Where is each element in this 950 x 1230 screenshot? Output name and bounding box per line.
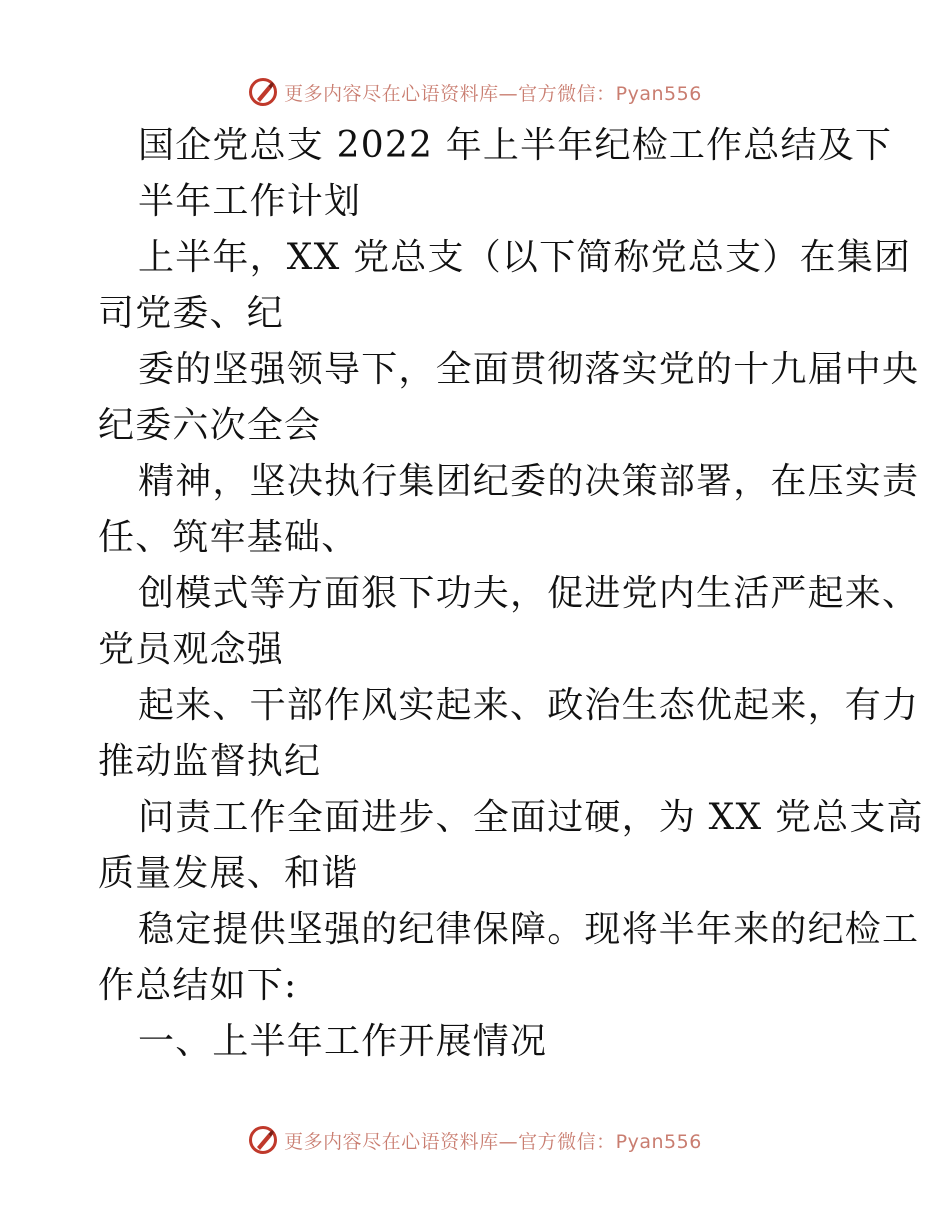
document-line: 任、筑牢基础、 (98, 517, 359, 558)
document-line: 精神，坚决执行集团纪委的决策部署，在压实责 (138, 461, 920, 502)
document-line: 国企党总支 2022 年上半年纪检工作总结及下 (138, 125, 893, 166)
pen-nib-logo-icon (248, 77, 278, 107)
document-line: 作总结如下: (98, 965, 298, 1006)
document-line: 半年工作计划 (138, 181, 362, 222)
document-line: 司党委、纪 (98, 293, 285, 334)
document-line: 纪委六次全会 (98, 405, 322, 446)
pen-nib-logo-icon (248, 1125, 278, 1155)
banner-text: 更多内容尽在心语资料库—官方微信：Pyan556 (284, 1130, 702, 1153)
document-line: 质量发展、和谐 (98, 853, 359, 894)
document-line: 创模式等方面狠下功夫，促进党内生活严起来、 (138, 573, 920, 614)
header-banner (0, 72, 950, 112)
footer-banner (0, 1120, 950, 1160)
document-line: 起来、干部作风实起来、政治生态优起来，有力 (138, 685, 920, 726)
document-line: 党员观念强 (98, 629, 285, 670)
banner-text: 更多内容尽在心语资料库—官方微信：Pyan556 (284, 82, 702, 105)
document-line: 问责工作全面进步、全面过硬，为 XX 党总支高 (138, 797, 924, 838)
document-line: 推动监督执纪 (98, 741, 322, 782)
document-line: 上半年，XX 党总支（以下简称党总支）在集团 (138, 237, 912, 278)
document-line: 委的坚强领导下，全面贯彻落实党的十九届中央 (138, 349, 920, 390)
document-line: 稳定提供坚强的纪律保障。现将半年来的纪检工 (138, 909, 920, 950)
document-line: 一、上半年工作开展情况 (138, 1021, 548, 1062)
